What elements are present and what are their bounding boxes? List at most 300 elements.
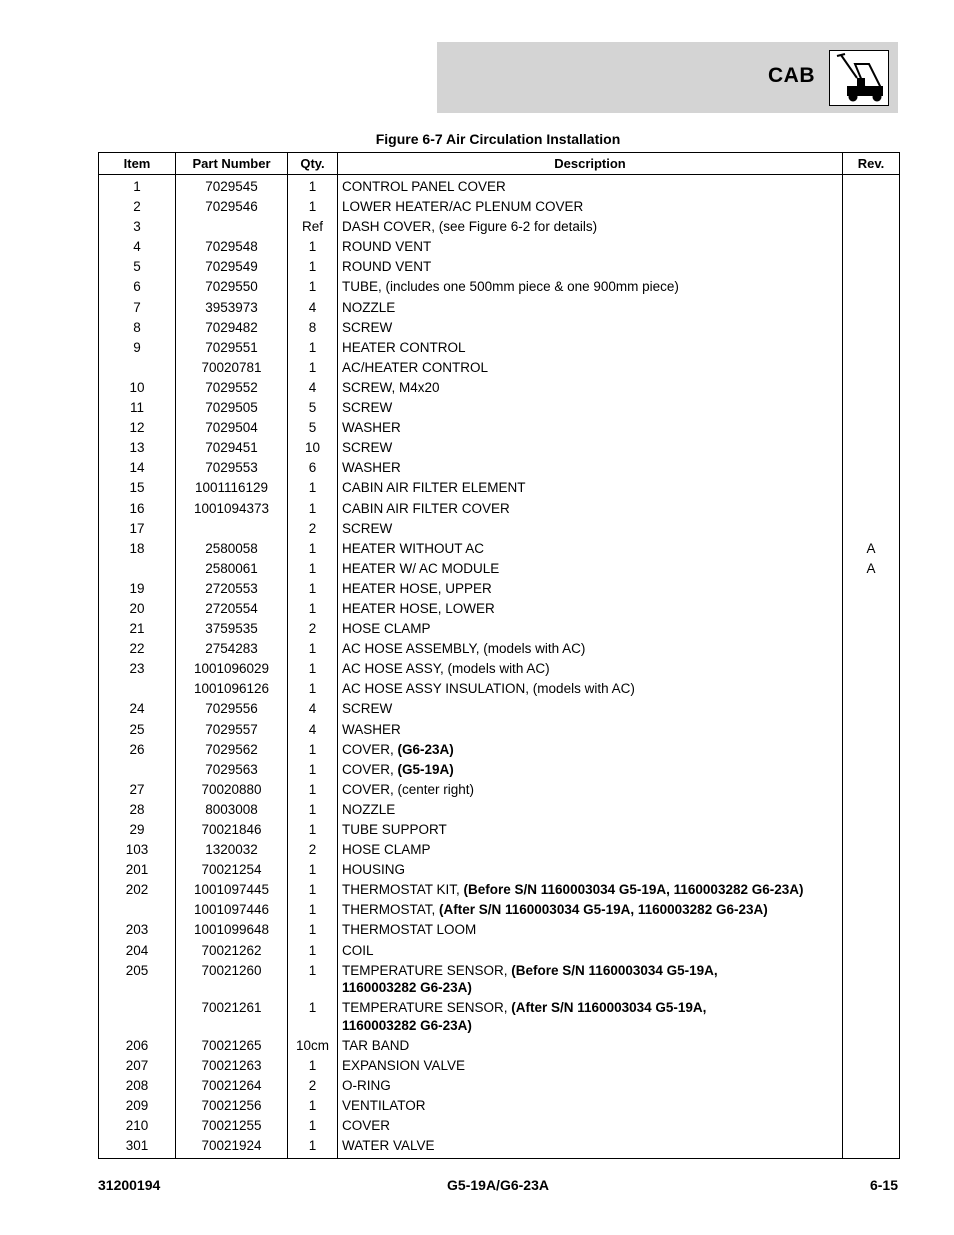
cell-part-number: 7029556 (176, 699, 288, 719)
cell-description (338, 1076, 843, 1096)
cell-rev (843, 759, 900, 779)
cell-description (338, 197, 843, 217)
table-row (99, 337, 900, 357)
description-text: SCREW (342, 701, 393, 717)
description-text: SCREW (342, 440, 393, 456)
table-row (99, 237, 900, 257)
cell-description (338, 940, 843, 960)
cell-rev (843, 175, 900, 197)
description-text: COVER (342, 1118, 391, 1134)
description-text: HEATER CONTROL (342, 339, 466, 355)
cell-part-number: 1001094373 (176, 498, 288, 518)
section-title: CAB (768, 64, 815, 87)
figure-title: Figure 6-7 Air Circulation Installation (375, 131, 621, 147)
cell-description (338, 639, 843, 659)
table-row (99, 418, 900, 438)
cell-qty: 1 (288, 1056, 338, 1076)
cell-rev (843, 438, 900, 458)
cell-description (338, 780, 843, 800)
cell-qty: 1 (288, 800, 338, 820)
cell-description (338, 719, 843, 739)
column-header-qty: Qty. (288, 153, 338, 175)
footer-page-number: 6-15 (869, 1177, 898, 1193)
cell-part-number: 1001097445 (176, 880, 288, 900)
description-serial-note-continued: 1160003282 G6-23A) (342, 980, 472, 996)
cell-qty: 6 (288, 458, 338, 478)
cell-qty: 1 (288, 579, 338, 599)
cell-description (338, 1096, 843, 1116)
description-text: HEATER W/ AC MODULE (342, 560, 500, 576)
cell-rev (843, 1136, 900, 1158)
table-row (99, 1136, 900, 1158)
cell-rev (843, 378, 900, 398)
description-text: HOUSING (342, 862, 406, 878)
cell-part-number: 7029546 (176, 197, 288, 217)
table-row (99, 1116, 900, 1136)
description-text: SCREW (342, 319, 393, 335)
cell-description (338, 840, 843, 860)
cell-rev (843, 257, 900, 277)
cell-item: 205 (99, 960, 176, 998)
cell-description (338, 820, 843, 840)
cell-qty: 5 (288, 398, 338, 418)
description-serial-note: (Before S/N 1160003034 G5-19A, 1160003282 G6-23A) (463, 882, 804, 898)
cell-rev (843, 719, 900, 739)
cell-description (338, 998, 843, 1036)
table-row (99, 659, 900, 679)
cell-item (99, 679, 176, 699)
cell-item: 204 (99, 940, 176, 960)
cell-item: 15 (99, 478, 176, 498)
cell-part-number: 7029563 (176, 759, 288, 779)
description-text: THERMOSTAT LOOM (342, 922, 477, 938)
cell-qty: 2 (288, 518, 338, 538)
cell-qty: 1 (288, 1096, 338, 1116)
cell-description (338, 378, 843, 398)
cell-rev (843, 478, 900, 498)
cell-part-number: 70021260 (176, 960, 288, 998)
cell-description (338, 1056, 843, 1076)
cell-part-number: 3953973 (176, 297, 288, 317)
table-row (99, 800, 900, 820)
cell-description (338, 860, 843, 880)
description-text: LOWER HEATER/AC PLENUM COVER (342, 199, 584, 215)
cell-rev: A (843, 538, 900, 558)
table-header-row (99, 153, 900, 175)
description-text: TAR BAND (342, 1037, 410, 1053)
description-text: SCREW, M4x20 (342, 379, 440, 395)
cell-qty: 1 (288, 197, 338, 217)
cell-part-number: 8003008 (176, 800, 288, 820)
cell-item: 11 (99, 398, 176, 418)
cell-part-number: 7029504 (176, 418, 288, 438)
cell-item: 23 (99, 659, 176, 679)
table-row (99, 1076, 900, 1096)
cell-description (338, 659, 843, 679)
cell-part-number: 7029451 (176, 438, 288, 458)
cell-part-number: 1001099648 (176, 920, 288, 940)
cell-description (338, 478, 843, 498)
cell-item: 19 (99, 579, 176, 599)
description-text: COVER, (342, 741, 398, 757)
cell-rev (843, 458, 900, 478)
cell-description (338, 679, 843, 699)
cell-rev (843, 900, 900, 920)
cell-rev (843, 579, 900, 599)
cell-qty: 4 (288, 378, 338, 398)
cell-part-number: 70021263 (176, 1056, 288, 1076)
table-row (99, 759, 900, 779)
cell-description (338, 699, 843, 719)
cell-part-number: 70021255 (176, 1116, 288, 1136)
cell-item (99, 358, 176, 378)
cell-rev (843, 1116, 900, 1136)
cell-rev (843, 998, 900, 1036)
cell-item: 27 (99, 780, 176, 800)
cell-part-number: 1001097446 (176, 900, 288, 920)
cell-description (338, 1036, 843, 1056)
cell-qty: 10 (288, 438, 338, 458)
cell-part-number: 70020781 (176, 358, 288, 378)
cell-description (338, 739, 843, 759)
cell-rev (843, 418, 900, 438)
cab-machine-icon (829, 50, 889, 106)
cell-rev (843, 860, 900, 880)
cell-rev (843, 277, 900, 297)
cell-qty: 1 (288, 820, 338, 840)
cell-qty: 10cm (288, 1036, 338, 1056)
cell-item: 20 (99, 599, 176, 619)
cell-description (338, 518, 843, 538)
table-row (99, 619, 900, 639)
description-serial-note: (Before S/N 1160003034 G5-19A, (511, 962, 718, 978)
cell-description (338, 900, 843, 920)
cell-item: 25 (99, 719, 176, 739)
cell-qty: 1 (288, 659, 338, 679)
table-row (99, 860, 900, 880)
description-serial-note: (After S/N 1160003034 G5-19A, 1160003282 G6-23A) (439, 902, 768, 918)
cell-qty: 1 (288, 880, 338, 900)
cell-qty: 8 (288, 317, 338, 337)
table-row (99, 438, 900, 458)
table-row (99, 257, 900, 277)
cell-rev (843, 1096, 900, 1116)
column-header-part-number: Part Number (176, 153, 288, 175)
description-text: DASH COVER, (see Figure 6-2 for details) (342, 219, 598, 235)
cell-qty: 1 (288, 277, 338, 297)
description-text: COVER, (center right) (342, 781, 475, 797)
cell-qty: 1 (288, 998, 338, 1036)
table-row (99, 699, 900, 719)
table-row (99, 558, 900, 578)
cell-part-number: 2580058 (176, 538, 288, 558)
table-row (99, 317, 900, 337)
cell-rev (843, 699, 900, 719)
cell-description (338, 579, 843, 599)
cell-item: 3 (99, 217, 176, 237)
cell-item: 210 (99, 1116, 176, 1136)
table-row (99, 679, 900, 699)
column-header-item: Item (99, 153, 176, 175)
cell-qty: 1 (288, 599, 338, 619)
cell-description (338, 297, 843, 317)
footer-model: G5-19A/G6-23A (447, 1177, 549, 1193)
table-row (99, 1096, 900, 1116)
cell-part-number: 3759535 (176, 619, 288, 639)
table-row (99, 599, 900, 619)
cell-qty: 1 (288, 1136, 338, 1158)
description-text: HEATER HOSE, LOWER (342, 600, 495, 616)
cell-item: 21 (99, 619, 176, 639)
cell-qty: 1 (288, 940, 338, 960)
table-row (99, 217, 900, 237)
description-text: O-RING (342, 1078, 391, 1094)
cell-qty: 1 (288, 358, 338, 378)
description-text: THERMOSTAT, (342, 902, 439, 918)
table-row (99, 940, 900, 960)
description-text: TEMPERATURE SENSOR, (342, 962, 512, 978)
cell-item: 207 (99, 1056, 176, 1076)
table-row (99, 820, 900, 840)
cell-qty: 1 (288, 498, 338, 518)
cell-part-number (176, 518, 288, 538)
table-row (99, 1056, 900, 1076)
cell-description (338, 880, 843, 900)
description-text: TEMPERATURE SENSOR, (342, 1000, 512, 1016)
cell-part-number: 70021261 (176, 998, 288, 1036)
cell-description (338, 920, 843, 940)
cell-rev (843, 1056, 900, 1076)
cell-part-number: 7029545 (176, 175, 288, 197)
cell-qty: 1 (288, 679, 338, 699)
cell-part-number: 2580061 (176, 558, 288, 578)
cell-qty: 1 (288, 759, 338, 779)
cell-part-number: 7029551 (176, 337, 288, 357)
cell-description (338, 418, 843, 438)
cell-item: 10 (99, 378, 176, 398)
cell-part-number: 7029557 (176, 719, 288, 739)
cell-item (99, 558, 176, 578)
cell-part-number: 2720553 (176, 579, 288, 599)
description-text: WASHER (342, 460, 401, 476)
cell-description (338, 398, 843, 418)
cell-description (338, 438, 843, 458)
description-text: NOZZLE (342, 801, 396, 817)
cell-rev (843, 237, 900, 257)
cell-item: 18 (99, 538, 176, 558)
cell-rev (843, 679, 900, 699)
cell-part-number: 2754283 (176, 639, 288, 659)
table-row (99, 297, 900, 317)
description-text: AC/HEATER CONTROL (342, 359, 489, 375)
table-row (99, 277, 900, 297)
cell-rev (843, 880, 900, 900)
description-text: WATER VALVE (342, 1138, 435, 1154)
table-row (99, 378, 900, 398)
cell-qty: 1 (288, 920, 338, 940)
cell-rev (843, 920, 900, 940)
cell-qty: 1 (288, 900, 338, 920)
cell-item: 16 (99, 498, 176, 518)
cell-item: 24 (99, 699, 176, 719)
cell-item: 202 (99, 880, 176, 900)
cell-description (338, 619, 843, 639)
cell-part-number: 7029562 (176, 739, 288, 759)
cell-item: 14 (99, 458, 176, 478)
cell-qty: 5 (288, 418, 338, 438)
cell-item (99, 759, 176, 779)
description-text: AC HOSE ASSEMBLY, (models with AC) (342, 641, 586, 657)
cell-part-number: 7029550 (176, 277, 288, 297)
cell-part-number (176, 217, 288, 237)
cell-qty: 1 (288, 175, 338, 197)
cell-item: 209 (99, 1096, 176, 1116)
cell-rev (843, 800, 900, 820)
cell-part-number: 7029548 (176, 237, 288, 257)
cell-description (338, 1136, 843, 1158)
description-text: ROUND VENT (342, 259, 432, 275)
table-row (99, 840, 900, 860)
cell-qty: 1 (288, 860, 338, 880)
cell-part-number: 1320032 (176, 840, 288, 860)
cell-item (99, 998, 176, 1036)
description-text: THERMOSTAT KIT, (342, 882, 464, 898)
table-row (99, 920, 900, 940)
cell-item: 6 (99, 277, 176, 297)
cell-description (338, 538, 843, 558)
cell-item: 208 (99, 1076, 176, 1096)
cell-qty: 1 (288, 478, 338, 498)
cell-rev (843, 1036, 900, 1056)
description-text: CABIN AIR FILTER COVER (342, 500, 510, 516)
cell-description (338, 458, 843, 478)
cell-rev (843, 358, 900, 378)
description-text: WASHER (342, 721, 401, 737)
cell-qty: 2 (288, 619, 338, 639)
table-row (99, 358, 900, 378)
cell-qty: 1 (288, 337, 338, 357)
cell-description (338, 317, 843, 337)
cell-part-number: 70021264 (176, 1076, 288, 1096)
column-header-description: Description (338, 153, 843, 175)
footer-doc-number: 31200194 (98, 1177, 161, 1193)
cell-rev (843, 518, 900, 538)
description-text: HEATER WITHOUT AC (342, 540, 485, 556)
cell-item: 9 (99, 337, 176, 357)
cell-description (338, 558, 843, 578)
cell-rev (843, 820, 900, 840)
cell-item: 206 (99, 1036, 176, 1056)
description-serial-note: (After S/N 1160003034 G5-19A, (511, 1000, 707, 1016)
cell-qty: 4 (288, 719, 338, 739)
table-row (99, 498, 900, 518)
cell-item: 4 (99, 237, 176, 257)
cell-item: 301 (99, 1136, 176, 1158)
cell-item: 201 (99, 860, 176, 880)
cell-qty: 1 (288, 237, 338, 257)
cell-qty: 4 (288, 699, 338, 719)
description-text: SCREW (342, 400, 393, 416)
cell-qty: 1 (288, 558, 338, 578)
cell-qty: 1 (288, 960, 338, 998)
cell-qty: Ref (288, 217, 338, 237)
cell-rev (843, 297, 900, 317)
cell-part-number: 1001116129 (176, 478, 288, 498)
description-text: EXPANSION VALVE (342, 1057, 466, 1073)
description-serial-note: (G6-23A) (397, 741, 454, 757)
description-text: NOZZLE (342, 299, 396, 315)
cell-rev (843, 1076, 900, 1096)
table-row (99, 719, 900, 739)
cell-part-number: 7029552 (176, 378, 288, 398)
cell-part-number: 70021254 (176, 860, 288, 880)
cell-description (338, 800, 843, 820)
cell-rev (843, 739, 900, 759)
description-serial-note-continued: 1160003282 G6-23A) (342, 1017, 472, 1033)
cell-part-number: 1001096029 (176, 659, 288, 679)
cell-rev (843, 780, 900, 800)
cell-rev (843, 317, 900, 337)
cell-part-number: 70021262 (176, 940, 288, 960)
cell-item: 12 (99, 418, 176, 438)
cell-rev (843, 337, 900, 357)
description-text: ROUND VENT (342, 239, 432, 255)
table-row (99, 900, 900, 920)
table-row (99, 478, 900, 498)
cell-rev (843, 398, 900, 418)
cell-part-number: 70021846 (176, 820, 288, 840)
description-text: VENTILATOR (342, 1098, 426, 1114)
description-text: SCREW (342, 520, 393, 536)
cell-item: 29 (99, 820, 176, 840)
cell-rev (843, 960, 900, 998)
cell-item: 203 (99, 920, 176, 940)
cell-item: 26 (99, 739, 176, 759)
cell-qty: 1 (288, 639, 338, 659)
table-row (99, 639, 900, 659)
description-text: CABIN AIR FILTER ELEMENT (342, 480, 526, 496)
cell-description (338, 175, 843, 197)
cell-qty: 4 (288, 297, 338, 317)
cell-description (338, 237, 843, 257)
table-row (99, 538, 900, 558)
cell-part-number: 2720554 (176, 599, 288, 619)
description-text: CONTROL PANEL COVER (342, 179, 506, 194)
cell-item: 1 (99, 175, 176, 197)
parts-table (98, 152, 900, 1159)
table-row (99, 458, 900, 478)
description-text: HOSE CLAMP (342, 842, 431, 858)
cell-rev (843, 619, 900, 639)
cell-part-number: 70021256 (176, 1096, 288, 1116)
cell-rev (843, 197, 900, 217)
table-row (99, 998, 900, 1036)
cell-item: 17 (99, 518, 176, 538)
table-row (99, 1036, 900, 1056)
table-row (99, 739, 900, 759)
cell-item (99, 900, 176, 920)
table-row (99, 880, 900, 900)
cell-rev (843, 599, 900, 619)
cell-rev (843, 217, 900, 237)
cell-part-number: 7029482 (176, 317, 288, 337)
cell-item: 7 (99, 297, 176, 317)
description-serial-note: (G5-19A) (397, 761, 454, 777)
cell-item: 8 (99, 317, 176, 337)
table-row (99, 579, 900, 599)
cell-item: 2 (99, 197, 176, 217)
cell-description (338, 960, 843, 998)
